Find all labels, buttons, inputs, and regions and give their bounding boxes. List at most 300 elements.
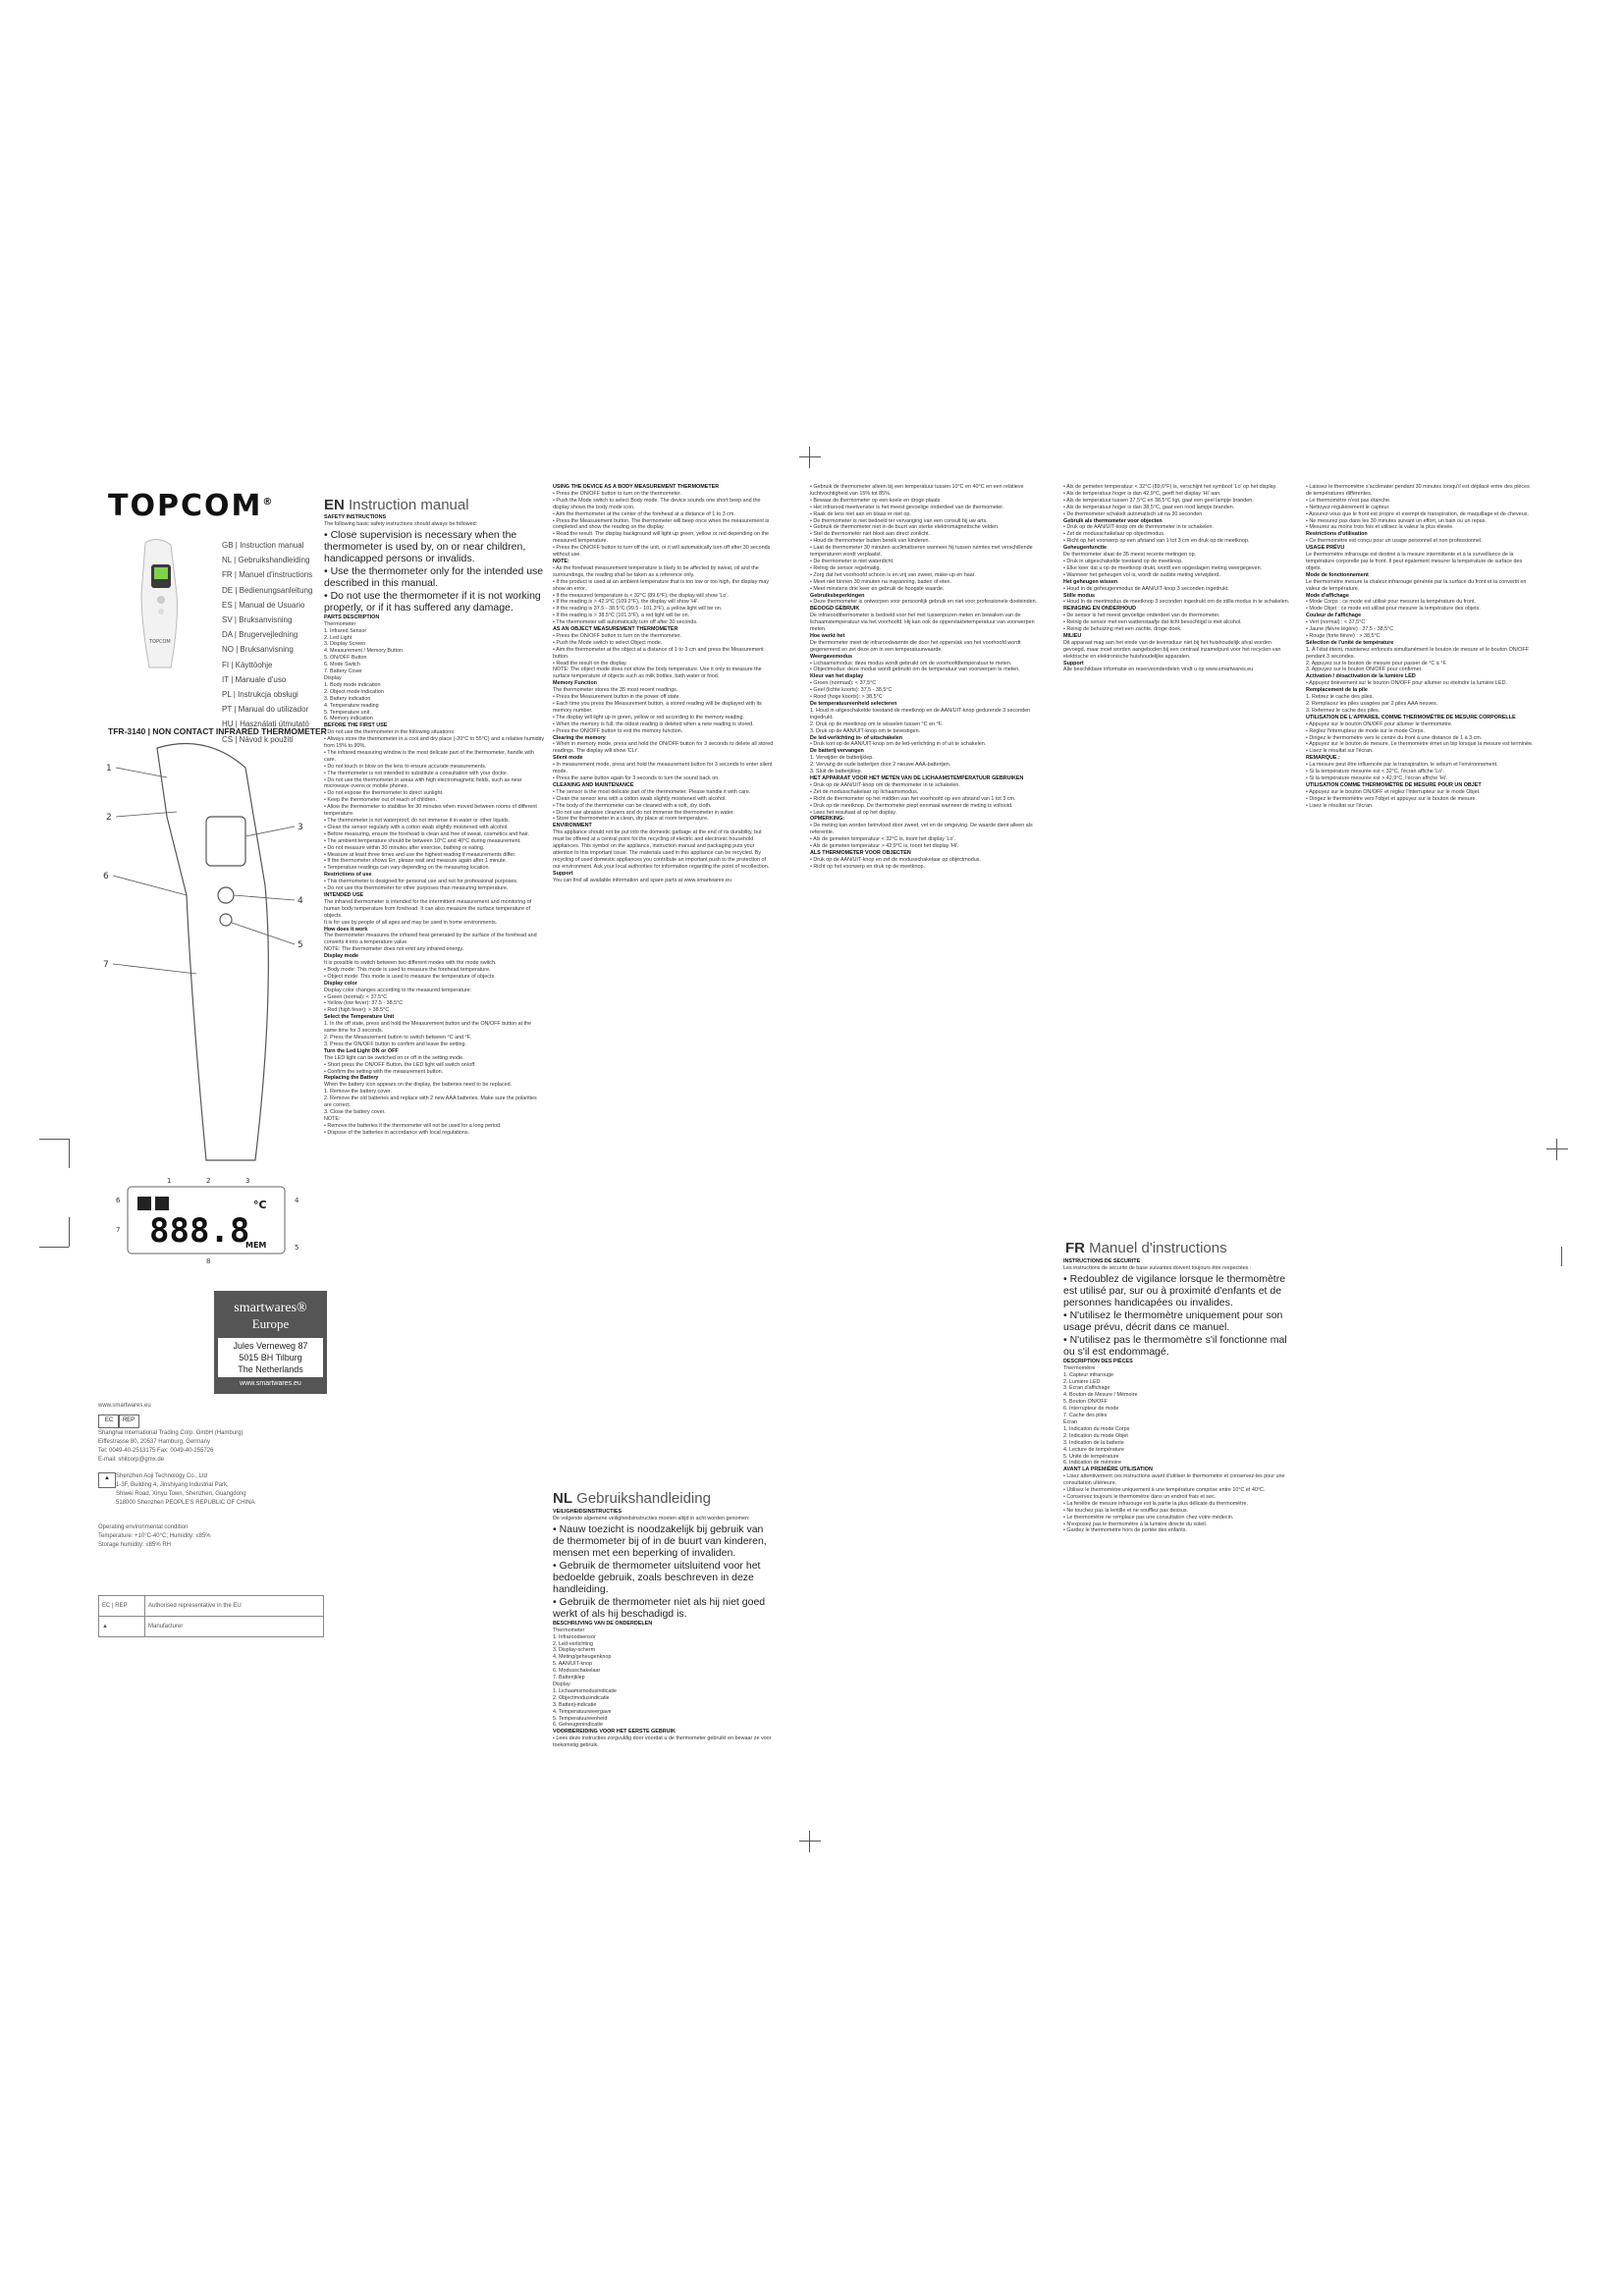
paragraph: • Druk op de meetknop. De thermometer piept eenmaal wanneer de meting is voltooid.	[810, 802, 1013, 809]
table-cell: Manufacturer	[145, 1617, 324, 1637]
paragraph: • Laat de thermometer 30 minuten acclimatiseren wanneer hij tussen ruimtes met verschillende temperaturen wordt verplaatst.	[810, 545, 1033, 559]
paragraph-heading: Kleur van het display	[810, 673, 864, 680]
paragraph: 3. Display Screen	[324, 641, 366, 648]
thermometer-image	[128, 535, 187, 672]
paragraph: 1. Capteur infrarouge	[1063, 1371, 1113, 1378]
paragraph: • Keep the thermometer out of reach of children.	[324, 797, 437, 804]
paragraph: • Aim the thermometer at the center of the forehead at a distance of 1 to 3 cm.	[553, 510, 735, 517]
paragraph: De thermometer meet de infraroodwarmte die door het oppervlak van het voorhoofd wordt gegenereerd en zet deze om in een temperatuurwaarde.	[810, 639, 1021, 653]
paragraph: Thermometer	[553, 1627, 585, 1633]
fr-column-4	[1063, 1258, 1294, 1793]
language-item: FR | Manuel d'instructions	[222, 570, 313, 580]
paragraph-heading: INTENDED USE	[324, 891, 364, 898]
nl-column-2	[553, 1509, 774, 1793]
paragraph: • In measurement mode, press and hold the measurement button for 3 seconds to enter silent mode.	[553, 762, 773, 775]
crop-mark	[69, 1217, 70, 1247]
paragraph: • Reinig de sensor regelmatig.	[810, 564, 882, 571]
language-item: GB | Instruction manual	[222, 541, 304, 550]
paragraph-heading: ALS THERMOMETER VOOR OBJECTEN	[810, 849, 911, 856]
paragraph-heading: VEILIGHEIDSINSTRUCTIES	[553, 1509, 623, 1515]
display-label: 5	[295, 1244, 299, 1252]
display-label: 4	[295, 1197, 299, 1204]
paragraph: • Object mode: This mode is used to measure the temperature of objects.	[324, 973, 496, 980]
paragraph: • Confirm the setting with the measurement button.	[324, 1068, 444, 1075]
paragraph: Dit apparaat mag aan het einde van de levensduur niet bij het huishoudelijk afval worden gevoegd, maar moet worden aangeboden bij een centraal inzamelpunt voor het recyclen van elektrische en elektronische huishoudelijke apparaten.	[1063, 639, 1281, 660]
language-item: ES | Manual de Usuario	[222, 600, 305, 610]
importer-badge	[214, 1291, 327, 1394]
paragraph: • Press the ON/OFF button to turn on the thermometer.	[553, 632, 682, 639]
paragraph: • Ne mesurez pas dans les 30 minutes suivant un effort, un bain ou un repas.	[1306, 517, 1487, 524]
paragraph: 3. Sluit de batterijklep.	[810, 769, 863, 775]
paragraph: • Le thermomètre ne remplace pas une consultation chez votre médecin.	[1063, 1514, 1234, 1521]
paragraph: Thermometer	[324, 620, 356, 627]
en-column-2	[553, 484, 774, 1485]
paragraph: • If the thermometer shows Err, please wait and measure again after 1 minute.	[324, 858, 508, 865]
nl-column-4	[1063, 484, 1294, 1230]
language-item: NO | Bruksanvisning	[222, 645, 294, 655]
paragraph: • Lichaamsmodus: deze modus wordt gebruikt om de voorhoofdtemperatuur te meten.	[810, 660, 1012, 667]
paragraph: • Dispose of the batteries in accordance with local regulations.	[324, 1129, 470, 1136]
paragraph-heading: ENVIRONMENT	[553, 823, 592, 829]
paragraph-heading: DESCRIPTION DES PIÈCES	[1063, 1358, 1133, 1364]
parts-diagram	[98, 738, 324, 1175]
paragraph: 3. Display-scherm	[553, 1647, 596, 1654]
paragraph: 2. Object mode indication	[324, 688, 384, 695]
table-cell: Authorised representative in the EU	[145, 1596, 324, 1617]
paragraph: • Si la température mesurée est > 42,9°C, l'écran affiche 'Hi'.	[1306, 774, 1448, 781]
part-label: 1	[106, 764, 112, 774]
paragraph: • Houd de thermometer buiten bereik van kinderen.	[810, 538, 931, 545]
paragraph-heading: USING THE DEVICE AS A BODY MEASUREMENT THERMOMETER	[553, 484, 720, 490]
paragraph-heading: De temperatuureenheid selecteren	[810, 701, 897, 707]
paragraph: • Aim the thermometer at the object at a distance of 1 to 3 cm and press the Measurement button.	[553, 646, 764, 660]
display-unit: °C	[253, 1199, 267, 1211]
paragraph: 2. Led Light	[324, 634, 352, 641]
paragraph: 1. In the off state, press and hold the Measurement button and the ON/OFF button at the same time for 3 seconds.	[324, 1021, 532, 1035]
section-title-nl: NL Gebruikshandleiding	[553, 1490, 711, 1507]
manufacturer-info: Shanghai International Trading Corp. GmbH (Hamburg) Eiffestrasse 80, 20537 Hamburg, Germany Tel: 0049-40-2513175 Fax: 0049-40-255726 E-mail: shitcorp@gmx.de	[98, 1430, 244, 1463]
paragraph: 4. Bouton de Mesure / Mémoire	[1063, 1392, 1138, 1399]
paragraph-heading: REMARQUE :	[1306, 755, 1340, 762]
paragraph: 6. Indication de mémoire	[1063, 1460, 1122, 1467]
paragraph-heading: Silent mode	[553, 755, 583, 762]
paragraph: • Wanneer het geheugen vol is, wordt de oudste meting verwijderd.	[1063, 571, 1220, 578]
paragraph-heading: Restrictions of use	[324, 872, 372, 879]
paragraph: • Appuyez brièvement sur le bouton ON/OFF pour allumer ou éteindre la lumière LED.	[1306, 680, 1508, 687]
paragraph-heading: BESCHRIJVING VAN DE ONDERDELEN	[553, 1620, 653, 1627]
paragraph: • Ce thermomètre est conçu pour un usage personnel et non professionnel.	[1306, 538, 1483, 545]
paragraph: • Mesurez au moins trois fois et utilisez la valeur la plus élevée.	[1306, 524, 1454, 531]
display-label: 1	[167, 1177, 172, 1185]
paragraph: • If the measured temperature is < 32°C (89.6°F), the display will show 'Lo'.	[553, 592, 729, 599]
paragraph-heading: Restrictions d'utilisation	[1306, 531, 1368, 538]
safety-bullet: • Close supervision is necessary when the thermometer is used by, on or near children, handicapped persons or invalids.	[324, 528, 526, 564]
paragraph: 3. Close the battery cover.	[324, 1108, 386, 1115]
language-item: CS | Návod k použití	[222, 734, 294, 744]
display-mem: MEM	[245, 1241, 267, 1250]
paragraph: • Do not use the thermometer in areas with high electromagnetic fields, such as near microwave ovens or mobile phones.	[324, 776, 522, 790]
paragraph: 1. Remove the battery cover.	[324, 1089, 392, 1095]
paragraph: • Lisez le résultat sur l'écran.	[1306, 802, 1374, 809]
language-item: DA | Brugervejledning	[222, 630, 298, 640]
paragraph: • Als de gemeten temperatuur > 42,9°C is, toont het display 'Hi'.	[810, 843, 959, 850]
paragraph: • La fenêtre de mesure infrarouge est la partie la plus délicate du thermomètre.	[1063, 1500, 1248, 1507]
importer-name: smartwares®	[234, 1301, 307, 1315]
section-title-en: EN Instruction manual	[324, 497, 469, 513]
factory-icon: ▲	[98, 1472, 116, 1488]
paragraph: • Do not expose the thermometer to direct sunlight.	[324, 790, 444, 797]
paragraph-heading: SAFETY INSTRUCTIONS	[324, 514, 387, 520]
paragraph: • Deze thermometer is ontworpen voor persoonlijk gebruik en niet voor professionele doeleinden.	[810, 599, 1038, 606]
paragraph-heading: CLEANING AND MAINTENANCE	[553, 781, 634, 788]
paragraph: • Ne touchez pas la lentille et ne soufflez pas dessus.	[1063, 1507, 1189, 1514]
paragraph-heading: USAGE PRÉVU	[1306, 545, 1345, 552]
paragraph: • Lisez attentivement ces instructions avant d'utiliser le thermomètre et conservez-les pour une consultation ultérieure.	[1063, 1473, 1285, 1487]
paragraph: 3. Appuyez sur le bouton ON/OFF pour confirmer.	[1306, 667, 1423, 673]
paragraph: Thermomètre	[1063, 1364, 1096, 1371]
paragraph: • Houd in de geheugenmodus de AAN/UIT-knop 3 seconden ingedrukt.	[1063, 585, 1229, 592]
part-label: 4	[298, 896, 303, 906]
paragraph-heading: Display mode	[324, 953, 359, 960]
paragraph: 7. Batterijklep	[553, 1675, 585, 1682]
paragraph: • Press the ON/OFF button to exit the memory function.	[553, 727, 683, 734]
table-row	[99, 1596, 324, 1617]
paragraph: • If the reading is 37.5 - 38.5°C (99.5 - 101.3°F), a yellow light will be on.	[553, 606, 723, 613]
paragraph: • The sensor is the most delicate part of the thermometer. Please handle it with care.	[553, 788, 751, 795]
paragraph: • Als de temperatuur tussen 37,5°C en 38,5°C ligt, gaat een geel lampje branden.	[1063, 497, 1254, 504]
paragraph: • Press the Measurement button in the power off state.	[553, 694, 681, 701]
safety-bullet: • Gebruik de thermometer niet als hij niet goed werkt of als hij beschadigd is.	[553, 1595, 766, 1620]
paragraph: • Reinig de sensor met een wattenstaafje dat licht bevochtigd is met alcohol.	[1063, 619, 1242, 626]
paragraph-heading: UTILISATION DE L'APPAREIL COMME THERMOMÈTRE DE MESURE CORPORELLE	[1306, 714, 1516, 721]
paragraph: 5. Temperature unit	[324, 709, 370, 716]
paragraph: • Rouge (forte fièvre) : > 38,5°C	[1306, 632, 1380, 639]
paragraph: • Het infrarood meetvenster is het meest gevoelige onderdeel van de thermometer.	[810, 504, 1004, 510]
paragraph: 6. Memory indication	[324, 716, 373, 722]
paragraph: 1. À l'état éteint, maintenez enfoncés simultanément le bouton de mesure et le bouton ON/OFF pendant 3 secondes.	[1306, 646, 1529, 660]
paragraph-heading: Activation / désactivation de la lumière LED	[1306, 673, 1416, 680]
importer-region: Europe	[251, 1316, 290, 1331]
language-item: PT | Manual do utilizador	[222, 705, 309, 715]
paragraph: 3. Batterij-indicatie	[553, 1701, 597, 1708]
paragraph-heading: NOTE:	[553, 558, 569, 564]
paragraph-heading: Sélection de l'unité de température	[1306, 639, 1394, 646]
svg-text:TOPCOM: TOPCOM	[149, 639, 171, 645]
language-item: DE | Bedienungsanleitung	[222, 585, 313, 595]
paragraph: 5. Bouton ON/OFF	[1063, 1399, 1108, 1406]
paragraph: • Do not touch or blow on the lens to ensure accurate measurements.	[324, 763, 487, 770]
display-label: 7	[116, 1226, 121, 1234]
section-title-fr: FR Manuel d'instructions	[1065, 1240, 1227, 1256]
paragraph: • Reinig de behuizing met een zachte, droge doek.	[1063, 626, 1182, 633]
part-label: 5	[298, 940, 303, 950]
display-digits: 888.8	[149, 1211, 250, 1251]
paragraph: Le thermomètre infrarouge est destiné à la mesure intermittente et à la surveillance de la température corporelle par le front. Il peut également mesurer la température de surface des objets.	[1306, 552, 1523, 571]
paragraph: • Short press the ON/OFF Button, the LED light will switch on/off.	[324, 1061, 476, 1068]
paragraph: • The ambient temperature should be between 10°C and 40°C during measurement.	[324, 837, 521, 844]
paragraph: • Druk op de AAN/UIT-knop en zet de modusschakelaar op objectmodus.	[810, 856, 981, 863]
safety-bullet: • Gebruik de thermometer uitsluitend voor het bedoelde gebruik, zoals beschreven in deze handleiding.	[553, 1559, 761, 1595]
paragraph: • Do not use abrasive cleaners and do not immerse the thermometer in water.	[553, 809, 734, 816]
paragraph-heading: AS AN OBJECT MEASUREMENT THERMOMETER	[553, 626, 678, 633]
paragraph: • Druk in uitgeschakelde toestand op de meetknop.	[1063, 558, 1183, 564]
paragraph-heading: VOORBEREIDING VOOR HET EERSTE GEBRUIK	[553, 1729, 676, 1735]
paragraph: 2. Objectmodusindicatie	[553, 1694, 610, 1701]
paragraph: • Gardez le thermomètre hors de portée des enfants.	[1063, 1527, 1187, 1534]
paragraph: The LED light can be switched on or off in the setting mode.	[324, 1054, 464, 1061]
paragraph-heading: BEFORE THE FIRST USE	[324, 722, 388, 729]
safety-bullet: • Do not use the thermometer if it is not working properly, or if it has suffered any damage.	[324, 589, 541, 614]
paragraph-heading: MILIEU	[1063, 632, 1082, 639]
part-label: 3	[298, 823, 303, 832]
part-label: 6	[103, 872, 109, 881]
paragraph: • Assurez-vous que le front est propre et exempt de transpiration, de maquillage et de cheveux.	[1306, 510, 1529, 517]
paragraph: • This thermometer is designed for personal use and not for professional purposes.	[324, 879, 518, 885]
paragraph-heading: Display color	[324, 980, 357, 987]
paragraph: • Geel (lichte koorts): 37,5 - 38,5°C	[810, 687, 893, 694]
paragraph: • When in memory mode, press and hold the ON/OFF button for 3 seconds to delete all stored readings. The display will show 'CLr'.	[553, 741, 774, 755]
paragraph: • Mode Corps : ce mode est utilisé pour mesurer la température du front.	[1306, 599, 1476, 606]
paragraph-heading: Clearing the memory	[553, 734, 606, 741]
paragraph: NOTE:	[324, 1115, 341, 1122]
paragraph: 3. Druk op de AAN/UIT-knop om te bevestigen.	[810, 727, 921, 734]
paragraph: • Body mode: This mode is used to measure the forehead temperature.	[324, 966, 491, 973]
paragraph: • The thermometer is not waterproof, do not immerse it in water or other liquids.	[324, 818, 511, 824]
symbols-table	[98, 1595, 324, 1637]
paragraph: • Dirigez le thermomètre vers le centre du front à une distance de 1 à 3 cm.	[1306, 734, 1483, 741]
display-label: 6	[116, 1197, 121, 1204]
paragraph: • Appuyez sur le bouton ON/OFF pour allumer le thermomètre.	[1306, 721, 1453, 727]
paragraph: • Druk op de AAN/UIT-knop om de thermometer in te schakelen.	[810, 781, 960, 788]
paragraph: • Push the Mode switch to select Object mode.	[553, 639, 663, 646]
paragraph: 6. Modusschakelaar	[553, 1668, 601, 1675]
paragraph: 2. Druk op de meetknop om te wisselen tussen °C en °F.	[810, 721, 943, 727]
paragraph: 7. Cache des piles	[1063, 1413, 1108, 1419]
paragraph: • Push the Mode switch to select Body mode. The device sounds one short beep and the display shows the body mode icon.	[553, 497, 761, 510]
paragraph: • Als de gemeten temperatuur < 32°C is, toont het display 'Lo'.	[810, 836, 955, 843]
paragraph: • Press the ON/OFF button to turn on the thermometer.	[553, 490, 682, 497]
paragraph: • Remove the batteries if the thermometer will not be used for a long period.	[324, 1122, 502, 1129]
crop-mark	[69, 1139, 70, 1168]
paragraph: • Do not use the thermometer in the following situations:	[324, 729, 456, 736]
paragraph: Écran	[1063, 1418, 1078, 1425]
paragraph-heading: Gebruiksbeperkingen	[810, 592, 865, 599]
paragraph: • Red (high fever): > 38.5°C	[324, 1007, 390, 1014]
paragraph: Alle beschikbare informatie en reserveonderdelen vindt u op www.smartwares.eu	[1063, 667, 1254, 673]
paragraph-heading: Memory Function	[553, 680, 597, 687]
paragraph: 4. Temperatuurweergave	[553, 1708, 612, 1715]
importer-address: Jules Verneweg 87 5015 BH Tilburg The Netherlands	[218, 1338, 323, 1377]
paragraph-heading: HET APPARAAT VOOR HET METEN VAN DE LICHAAMSTEMPERATUUR GEBRUIKEN	[810, 774, 1024, 781]
paragraph: • Mode Objet : ce mode est utilisé pour mesurer la température des objets.	[1306, 606, 1481, 613]
paragraph: It is possible to switch between two different modes with the mode switch.	[324, 960, 497, 967]
paragraph: • De thermometer is niet waterdicht.	[810, 558, 894, 564]
paragraph: • La mesure peut être influencée par la transpiration, le sébum et l'environnement.	[1306, 762, 1498, 769]
paragraph: • Elke keer dat u op de meetknop drukt, wordt een opgeslagen meting weergegeven.	[1063, 564, 1263, 571]
paragraph: 5. Unité de température	[1063, 1453, 1119, 1460]
paragraph: • The thermometer will automatically turn off after 30 seconds.	[553, 619, 698, 626]
paragraph: • Appuyez sur le bouton de mesure. Le thermomètre émet un bip lorsque la mesure est terminée.	[1306, 741, 1534, 748]
paragraph: • Laissez le thermomètre s'acclimater pendant 30 minutes lorsqu'il est déplacé entre des pièces de températures différentes.	[1306, 484, 1530, 497]
safety-bullet: • Nauw toezicht is noodzakelijk bij gebruik van de thermometer bij of in de buurt van kinderen, mensen met een beperking of invaliden.	[553, 1522, 767, 1559]
paragraph: Display color changes according to the measured temperature:	[324, 987, 472, 993]
display-label: 2	[206, 1177, 211, 1185]
paragraph: • Zet de modusschakelaar op objectmodus.	[1063, 531, 1165, 538]
paragraph: • Do not use this thermometer for other purposes than measuring temperature.	[324, 885, 509, 892]
paragraph: 1. Indication du mode Corps	[1063, 1425, 1130, 1432]
paragraph-heading: Remplacement de la pile	[1306, 687, 1368, 694]
paragraph: Les instructions de sécurité de base suivantes doivent toujours être respectées :	[1063, 1264, 1252, 1271]
display-diagram	[108, 1173, 319, 1266]
environment-conditions: Operating environmental condition Temperature: +10°C-40°C; Humidity: ≤85% Storage humidity: ≤85% RH	[98, 1524, 211, 1548]
language-item: SV | Bruksanvisning	[222, 615, 293, 625]
paragraph-heading: Mode de fonctionnement	[1306, 571, 1369, 578]
paragraph: • Le thermomètre n'est pas étanche.	[1306, 497, 1391, 504]
paragraph-heading: Couleur de l'affichage	[1306, 613, 1362, 619]
paragraph: • Do not measure within 30 minutes after exercise, bathing or eating.	[324, 844, 485, 851]
safety-bullet: • N'utilisez pas le thermomètre s'il fonctionne mal ou s'il est endommagé.	[1063, 1333, 1287, 1358]
paragraph: • Green (normal): < 37.5°C	[324, 993, 388, 1000]
paragraph: • Druk kort op de AAN/UIT-knop om de led-verlichting in of uit te schakelen.	[810, 741, 987, 748]
paragraph: 2. Vervang de oude batterijen door 2 nieuwe AAA-batterijen.	[810, 762, 951, 769]
paragraph: • Als de gemeten temperatuur < 32°C (89,6°F) is, verschijnt het symbool 'Lo' op het display.	[1063, 484, 1277, 490]
safety-bullet: • Redoublez de vigilance lorsque le thermomètre est utilisé par, sur ou à proximité d'enfants et de personnes handicapées ou invalides.	[1063, 1272, 1286, 1308]
paragraph-heading: Turn the Led Light ON or OFF	[324, 1047, 399, 1054]
registration-mark	[1546, 1139, 1568, 1160]
paragraph: • Gebruik de thermometer niet in de buurt van sterke elektromagnetische velden.	[810, 524, 1000, 531]
paragraph: • Clean the sensor regularly with a cotton swab slightly moistened with alcohol.	[324, 824, 509, 830]
paragraph: • Zorg dat het voorhoofd schoon is en vrij van zweet, make-up en haar.	[810, 571, 976, 578]
paragraph: 5. AAN/UIT-knop	[553, 1661, 593, 1668]
paragraph: • The thermometer is not intended to substitute a consultation with your doctor.	[324, 770, 509, 776]
paragraph: The thermometer measures the infrared heat generated by the surface of the forehead and converts it into a temperature value.	[324, 933, 537, 946]
paragraph: • As the forehead measurement temperature is likely to be affected by sweat, oil and the surroundings, the reading shall be taken as a reference only.	[553, 564, 759, 578]
paragraph-heading: De led-verlichting in- of uitschakelen	[810, 734, 903, 741]
paragraph: 5. ON/OFF Button	[324, 655, 367, 662]
brand-logo: TOPCOM®	[108, 489, 275, 523]
paragraph: 6. Geheugenindicatie	[553, 1722, 603, 1729]
paragraph: • Nettoyez régulièrement le capteur.	[1306, 504, 1390, 510]
display-label: 8	[206, 1257, 211, 1265]
paragraph: • Zet de modusschakelaar op lichaamsmodus.	[810, 788, 919, 795]
paragraph: Le thermomètre mesure la chaleur infrarouge générée par la surface du front et la convertit en valeur de température.	[1306, 578, 1527, 592]
en-column-1	[324, 514, 545, 1786]
crop-mark	[39, 1247, 69, 1248]
paragraph: • Read the result on the display.	[553, 660, 627, 667]
paragraph: 1. Infrared Sensor	[324, 627, 367, 634]
paragraph-heading: Mode d'affichage	[1306, 592, 1349, 599]
paragraph-heading: REINIGING EN ONDERHOUD	[1063, 606, 1136, 613]
paragraph: • Lisez le résultat sur l'écran.	[1306, 748, 1374, 755]
paragraph: 6. Mode Switch	[324, 662, 360, 668]
paragraph: 3. Indication de la batterie	[1063, 1439, 1124, 1446]
paragraph: De thermometer slaat de 35 meest recente metingen op.	[1063, 552, 1197, 559]
paragraph: • Houd in de meetmodus de meetknop 3 seconden ingedrukt om de stille modus in te schakelen.	[1063, 599, 1290, 606]
part-label: 2	[106, 813, 112, 823]
paragraph: • Allow the thermometer to stabilise for 30 minutes when moved between rooms of different temperature.	[324, 804, 537, 818]
paragraph: • Réglez l'interrupteur de mode sur le mode Corps.	[1306, 727, 1425, 734]
paragraph: 2. Indication du mode Objet	[1063, 1432, 1128, 1439]
paragraph: • Richt op het voorwerp en druk op de meetknop.	[810, 863, 925, 870]
paragraph: • De meting kan worden beïnvloed door zweet, vet en de omgeving. De waarde dient alleen als referentie.	[810, 823, 1033, 836]
paragraph: 2. Remove the old batteries and replace with 2 new AAA batteries. Make sure the polarities are correct.	[324, 1095, 537, 1109]
paragraph-heading: Hoe werkt het	[810, 632, 845, 639]
paragraph: • Measure at least three times and use the highest reading if measurements differ.	[324, 851, 516, 858]
paragraph: 1. Lichaamsmodusindicatie	[553, 1687, 618, 1694]
paragraph: NOTE: The thermometer does not emit any infrared energy.	[324, 946, 464, 953]
safety-bullet: • N'utilisez le thermomètre uniquement pour son usage prévu, décrit dans ce manuel.	[1063, 1308, 1283, 1333]
paragraph: 7. Battery Cover	[324, 668, 362, 675]
part-label: 7	[103, 960, 109, 970]
language-item: PL | Instrukcja obsługi	[222, 690, 298, 700]
paragraph: When the battery icon appears on the display, the batteries need to be replaced.	[324, 1082, 513, 1089]
paragraph-heading: AVANT LA PREMIÈRE UTILISATION	[1063, 1467, 1153, 1473]
paragraph: Display	[324, 674, 342, 681]
paragraph: • If the product is used at an ambient temperature that is too low or too high, the display may show an error.	[553, 578, 770, 592]
paragraph: 4. Temperature reading	[324, 702, 379, 709]
paragraph: • Jaune (fièvre légère) : 37,5 - 38,5°C	[1306, 626, 1394, 633]
paragraph: • Before measuring, ensure the forehead is clean and free of sweat, cosmetics and hair.	[324, 830, 529, 837]
language-item: IT | Manuale d'uso	[222, 674, 287, 684]
paragraph: • Gebruik de thermometer alleen bij een temperatuur tussen 10°C en 40°C en een relatieve luchtvochtigheid van 15% tot 85%.	[810, 484, 1024, 497]
paragraph: • Meet niet binnen 30 minuten na inspanning, baden of eten.	[810, 578, 951, 585]
importer-url: www.smartwares.eu	[240, 1380, 301, 1387]
paragraph: • De thermometer is niet bedoeld ter vervanging van een consult bij uw arts.	[810, 517, 988, 524]
paragraph: You can find all available information and spare parts at www.smartwares.eu	[553, 877, 731, 883]
paragraph: • The infrared measuring window is the most delicate part of the thermometer, handle with care.	[324, 749, 534, 763]
paragraph-heading: Support	[553, 870, 573, 877]
paragraph-heading: De batterij vervangen	[810, 748, 864, 755]
paragraph: • Als de temperatuur hoger is dan 42,9°C, geeft het display 'Hi' aan.	[1063, 490, 1221, 497]
paragraph: • Read the result. The display background will light up green, yellow or red depending on the measured temperature.	[553, 531, 769, 545]
paragraph: 1. Body mode indication	[324, 681, 381, 688]
paragraph: • Dirigez le thermomètre vers l'objet et appuyez sur le bouton de mesure.	[1306, 795, 1478, 802]
display-label: 3	[245, 1177, 250, 1185]
language-item: FI | Käyttöohje	[222, 660, 273, 669]
paragraph: • Always store the thermometer in a cool and dry place (-20°C to 55°C) and a relative humidity from 15% to 90%.	[324, 736, 545, 750]
registration-mark	[799, 1831, 821, 1852]
paragraph: 2. Lumière LED	[1063, 1378, 1101, 1385]
paragraph: • Press the ON/OFF button to turn off the unit, or it will automatically turn off after 30 seconds without use.	[553, 545, 771, 559]
ec-rep-symbol: EC	[98, 1415, 120, 1428]
paragraph: 3. Press the ON/OFF button to confirm and leave the setting.	[324, 1041, 467, 1047]
paragraph: • De thermometer schakelt automatisch uit na 30 seconden.	[1063, 510, 1204, 517]
paragraph: • Stel de thermometer niet bloot aan direct zonlicht.	[810, 531, 931, 538]
paragraph-heading: UTILISATION COMME THERMOMÈTRE DE MESURE POUR UN OBJET	[1306, 781, 1482, 788]
safety-bullet: • Use the thermometer only for the intended use described in this manual.	[324, 564, 544, 589]
paragraph: • The display will light up in green, yellow or red according to the memory reading.	[553, 714, 745, 721]
paragraph: 4. Measurement / Memory Button	[324, 648, 403, 655]
paragraph-heading: INSTRUCTIONS DE SÉCURITÉ	[1063, 1258, 1141, 1264]
paragraph: • Vert (normal) : < 37,5°C	[1306, 619, 1366, 626]
paragraph: 2. Led-verlichting	[553, 1640, 594, 1647]
paragraph: • Clean the sensor lens with a cotton swab slightly moistened with alcohol.	[553, 795, 727, 802]
paragraph: • If the reading is > 38.5°C (101.3°F), a red light will be on.	[553, 613, 690, 619]
paragraph: • Raak de lens niet aan en blaas er niet op.	[810, 510, 911, 517]
paragraph-heading: PARTS DESCRIPTION	[324, 614, 380, 620]
crop-mark	[1561, 1247, 1562, 1266]
paragraph: 3. Écran d'affichage	[1063, 1385, 1110, 1392]
footer-website: www.smartwares.eu	[98, 1403, 151, 1409]
paragraph-heading: Select the Temperature Unit	[324, 1014, 395, 1021]
language-item: HU | Használati útmutató	[222, 720, 309, 729]
fr-column-5	[1306, 484, 1537, 1794]
paragraph: • Druk op de AAN/UIT-knop om de thermometer in te schakelen.	[1063, 524, 1214, 531]
paragraph-heading: Support	[1063, 660, 1084, 667]
paragraph: The following basic safety instructions should always be followed:	[324, 520, 478, 527]
paragraph: 1. Verwijder de batterijklep.	[810, 755, 874, 762]
paragraph: • Bewaar de thermometer op een koele en droge plaats.	[810, 497, 942, 504]
